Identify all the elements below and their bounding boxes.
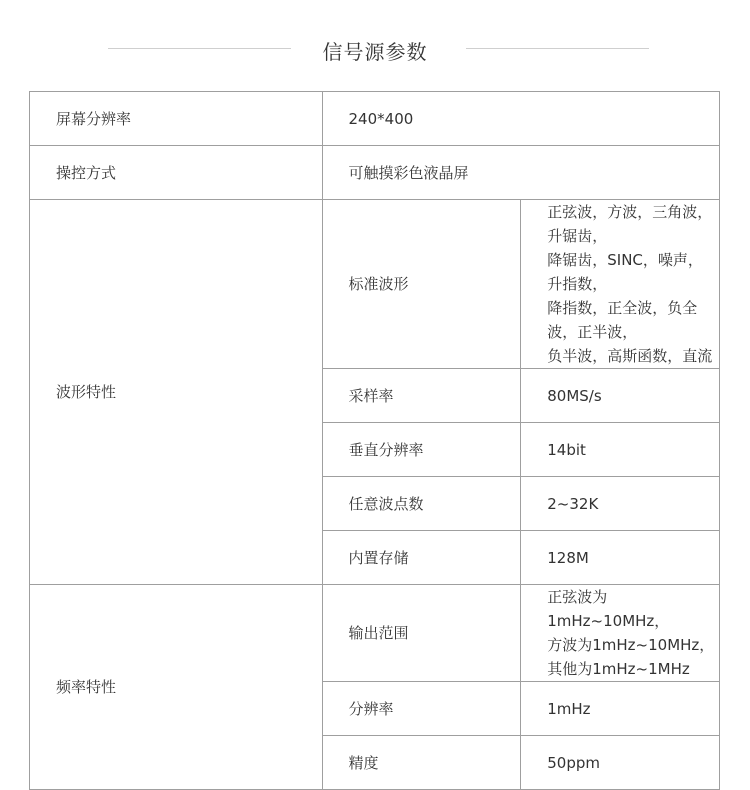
table-row — [30, 146, 720, 200]
sub-value: 128M — [521, 531, 720, 585]
group-label: 波形特性 — [30, 200, 323, 585]
sub-label: 采样率 — [322, 369, 521, 423]
sub-value: 80MS/s — [521, 369, 720, 423]
sub-label: 分辨率 — [322, 682, 521, 736]
sub-label: 垂直分辨率 — [322, 423, 521, 477]
sub-value: 2~32K — [521, 477, 720, 531]
sub-label: 精度 — [322, 736, 521, 790]
sub-value: 1mHz — [521, 682, 720, 736]
row-value: 240*400 — [322, 92, 719, 146]
sub-label: 标准波形 — [322, 200, 521, 369]
section-header — [0, 30, 750, 70]
spec-table — [29, 91, 720, 790]
sub-label: 输出范围 — [322, 585, 521, 682]
sub-value: 50ppm — [521, 736, 720, 790]
table-row — [30, 200, 720, 369]
table-row — [30, 585, 720, 682]
page-title: 信号源参数 — [322, 40, 428, 64]
row-label: 屏幕分辨率 — [30, 92, 323, 146]
row-label: 操控方式 — [30, 146, 323, 200]
sub-label: 任意波点数 — [322, 477, 521, 531]
group-label: 频率特性 — [30, 585, 323, 790]
table-row — [30, 92, 720, 146]
sub-label: 内置存储 — [322, 531, 521, 585]
sub-value: 14bit — [521, 423, 720, 477]
header-divider-right — [466, 48, 649, 49]
sub-value: 正弦波为1mHz~10MHz， 方波为1mHz~10MHz， 其他为1mHz~1MHz — [521, 585, 720, 682]
sub-value: 正弦波，方波，三角波，升锯齿， 降锯齿，SINC，噪声，升指数， 降指数，正全波，负全波，正半波， 负半波，高斯函数，直流 — [521, 200, 720, 369]
row-value: 可触摸彩色液晶屏 — [322, 146, 719, 200]
